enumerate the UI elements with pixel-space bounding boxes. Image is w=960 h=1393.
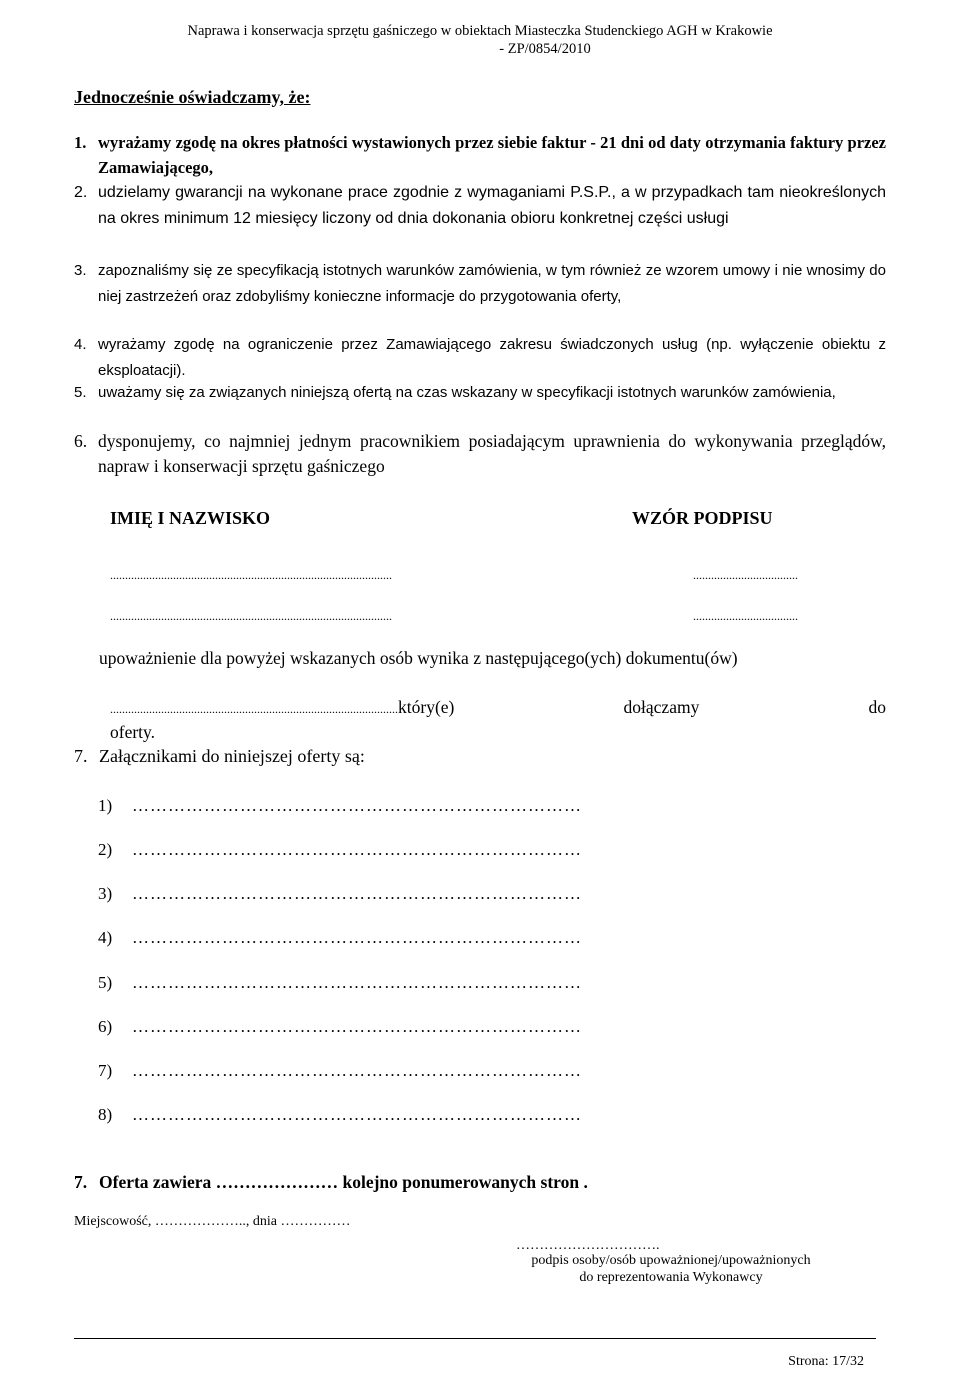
header-reference: - ZP/0854/2010 [499, 41, 591, 57]
attachment-index: 1) [98, 796, 113, 815]
attachment-index: 5) [98, 973, 113, 992]
attachment-line-7[interactable] [98, 1061, 582, 1081]
name-field-2[interactable]: .............................................................................................. [110, 609, 392, 623]
authorization-word-1: który(e) [398, 697, 455, 717]
attachment-index: 8) [98, 1105, 113, 1124]
attachments-number: 7. [74, 746, 88, 766]
item-text: wyrażamy zgodę na ograniczenie przez Zamawiającego zakresu świadczonych usług (np. wyłączenie obiektu z eksploatacji). [98, 336, 886, 379]
attachments-title: Załącznikami do niniejszej oferty są: [99, 746, 365, 766]
intro-heading: Jednocześnie oświadczamy, że: [74, 87, 311, 107]
signature-field-1[interactable]: ................................... [693, 568, 798, 582]
declaration-item-1 [74, 130, 886, 180]
name-column-header: IMIĘ I NAZWISKO [110, 508, 271, 528]
item-text: zapoznaliśmy się ze specyfikacją istotnych warunków zamówienia, w tym również ze wzorem umowy i nie wnosimy do niej zastrzeżeń oraz zdobyliśmy konieczne informacje do przygotowania oferty, [98, 262, 886, 305]
offer-pages-statement [74, 1172, 588, 1193]
attachment-line-4[interactable] [98, 928, 582, 948]
declaration-item-2 [74, 180, 886, 232]
item-text: wyrażamy zgodę na okres płatności wystawionych przez siebie faktur - 21 dni od daty otrzymania faktury przez Zamawiającego, [98, 133, 886, 177]
declaration-item-5 [74, 380, 886, 406]
attachment-line-6[interactable] [98, 1017, 582, 1037]
attachment-leader: ………………………………………………………………… [132, 1017, 582, 1036]
attachment-index: 3) [98, 884, 113, 903]
attachment-leader: ………………………………………………………………… [132, 928, 582, 947]
signature-column-header: WZÓR PODPISU [632, 508, 773, 528]
attachment-index: 7) [98, 1061, 113, 1080]
attachment-line-3[interactable] [98, 884, 582, 904]
item-number: 6. [74, 431, 88, 451]
declaration-item-3 [74, 258, 886, 310]
item-number: 3. [74, 262, 87, 279]
authorization-document-field[interactable]: ................................................................................................ [110, 702, 398, 716]
attachments-heading [74, 746, 365, 767]
signature-caption-line-2: do reprezentowania Wykonawcy [579, 1270, 763, 1285]
attachment-leader: ………………………………………………………………… [132, 884, 582, 903]
attachment-leader: ………………………………………………………………… [132, 1105, 582, 1124]
item-number: 1. [74, 133, 87, 152]
attachment-leader: ………………………………………………………………… [132, 973, 582, 992]
place-date-field[interactable]: Miejscowość, ……………….., dnia …………… [74, 1214, 351, 1229]
attachment-index: 6) [98, 1017, 113, 1036]
attachment-leader: ………………………………………………………………… [132, 1061, 582, 1080]
attachment-index: 2) [98, 840, 113, 859]
attachment-index: 4) [98, 928, 113, 947]
item-text: uważamy się za związanych niniejszą ofertą na czas wskazany w specyfikacji istotnych warunków zamówienia, [98, 384, 836, 401]
authorization-word-2: dołączamy [623, 697, 700, 717]
authorization-word-3: do [868, 697, 886, 717]
attachment-leader: ………………………………………………………………… [132, 840, 582, 859]
declaration-item-4 [74, 332, 886, 384]
signature-field[interactable]: …………………………. [516, 1238, 660, 1253]
authorization-end: oferty. [110, 722, 156, 742]
authorization-line [110, 697, 886, 718]
attachment-line-1[interactable] [98, 796, 582, 816]
attachment-line-2[interactable] [98, 840, 582, 860]
name-field-1[interactable]: .............................................................................................. [110, 568, 392, 582]
item-number: 4. [74, 336, 87, 353]
signature-field-2[interactable]: ................................... [693, 609, 798, 623]
item-number: 5. [74, 384, 87, 401]
header-title: Naprawa i konserwacja sprzętu gaśniczego w obiektach Miasteczka Studenckiego AGH w Krakowie [187, 23, 773, 39]
attachment-leader: ………………………………………………………………… [132, 796, 582, 815]
footer-divider [74, 1338, 876, 1339]
offer-text[interactable]: Oferta zawiera ………………… kolejno ponumerowanych stron . [99, 1172, 588, 1192]
attachment-line-8[interactable] [98, 1105, 582, 1125]
declaration-item-6 [74, 429, 886, 479]
item-number: 2. [74, 184, 88, 201]
page-number: Strona: 17/32 [788, 1354, 864, 1369]
signature-caption [516, 1252, 826, 1286]
authorization-text: upoważnienie dla powyżej wskazanych osób wynika z następującego(ych) dokumentu(ów) [99, 648, 738, 668]
item-text: dysponujemy, co najmniej jednym pracownikiem posiadającym uprawnienia do wykonywania przeglądów, napraw i konserwacji sprzętu gaśniczego [98, 431, 886, 476]
signature-caption-line-1: podpis osoby/osób upoważnionej/upoważnionych [531, 1253, 811, 1268]
item-text: udzielamy gwarancji na wykonane prace zgodnie z wymaganiami P.S.P., a w przypadkach tam nieokreślonych na okres minimum 12 miesięcy liczony od dnia dokonania obioru konkretnej części usługi [98, 184, 886, 227]
offer-number: 7. [74, 1172, 88, 1192]
page-header [0, 22, 960, 58]
attachment-line-5[interactable] [98, 973, 582, 993]
